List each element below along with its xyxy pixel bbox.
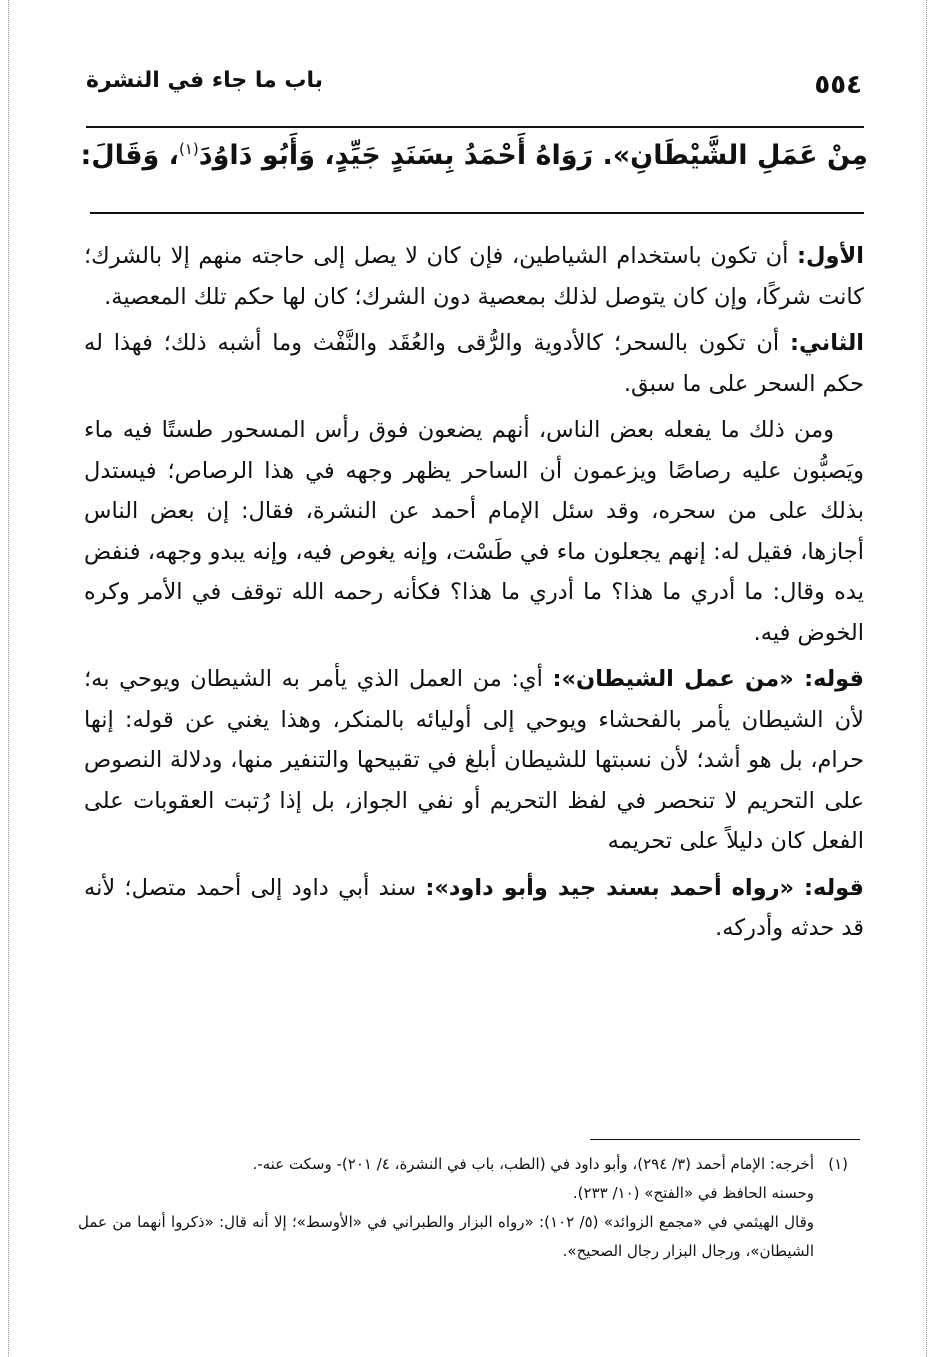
footnote-line: [78, 1150, 848, 1179]
hadith-tail: ، وَقَالَ:: [80, 140, 179, 171]
paragraph-text: أن تكون بالسحر؛ كالأدوية والرُّقى والعُقَد والنَّفْث وما أشبه ذلك؛ فهذا له حكم السحر على ما سبق.: [84, 330, 864, 397]
hadith-text: [80, 140, 868, 196]
paragraph-text: أن تكون باستخدام الشياطين، فإن كان لا يصل إلى حاجته منهم إلا بالشرك؛ كانت شركًا، وإن كان يتوصل لذلك بمعصية دون الشرك؛ كان لها حكم تلك المعصية.: [84, 243, 864, 310]
footnote-line: [78, 1208, 848, 1266]
footnote-divider: [590, 1139, 860, 1140]
paragraph-first: [84, 236, 864, 317]
footnote-reference[interactable]: (١): [178, 140, 199, 158]
chapter-title: باب ما جاء في النشرة: [86, 68, 324, 93]
paragraph-lead: الثاني:: [789, 330, 864, 356]
header-divider: [86, 126, 864, 128]
commentary-body: [84, 236, 864, 949]
paragraph-nushra-practice: [84, 410, 864, 653]
hadith-body: مِنْ عَمَلِ الشَّيْطَانِ». رَوَاهُ أَحْمَدُ بِسَنَدٍ جَيِّدٍ، وَأَبُو دَاوُدَ: [198, 140, 868, 171]
footnote-text: أخرجه: الإمام أحمد (٣/ ٢٩٤)، وأبو داود في (الطب، باب في النشرة، ٤/ ٢٠١)- وسكت عنه-.: [252, 1155, 814, 1173]
paragraph-lead: الأول:: [797, 243, 865, 269]
footnote-text: وقال الهيثمي في «مجمع الزوائد» (٥/ ١٠٢): «رواه البزار والطبراني في «الأوسط»؛ إلا أنه قال: «ذكروا أنهما من عمل الشيطان»، ورجال البزار رجال الصحيح».: [78, 1213, 815, 1260]
paragraph-text: أي: من العمل الذي يأمر به الشيطان ويوحي به؛ لأن الشيطان يأمر بالفحشاء ويوحي إلى أوليائه بالمنكر، وهذا يغني عن قوله: إنها حرام، بل هو أشد؛ لأن نسبتها للشيطان أبلغ في تقبيحها والتنفير منها، ودلالة النصوص على التحريم لا تنحصر في لفظ التحريم أو نفي الجواز، بل إذا رُتبت العقوبات على الفعل كان دليلاً على تحريمه: [84, 666, 864, 854]
paragraph-lead: قوله: «من عمل الشيطان»:: [552, 666, 864, 692]
page-header: [86, 66, 862, 110]
footnote-line: [78, 1179, 848, 1208]
footnote-number: (١): [828, 1155, 848, 1173]
paragraph-lead: قوله: «رواه أحمد بسند جيد وأبو داود»:: [425, 874, 864, 901]
paragraph-second: [84, 323, 864, 404]
paragraph-qawluhu-shaytan: [84, 659, 864, 862]
hadith-divider: [90, 212, 864, 214]
paragraph-text: سند أبي داود إلى أحمد متصل؛ لأنه قد حدثه وأدركه.: [84, 874, 864, 941]
footnotes: [78, 1150, 848, 1266]
scan-edge-left: [8, 0, 9, 1357]
paragraph-text: ومن ذلك ما يفعله بعض الناس، أنهم يضعون فوق رأس المسحور طستًا فيه ماء ويَصبُّون عليه رصاصًا ويزعمون أن الساحر يظهر وجهه في هذا الرصاص؛ فيستدل بذلك على من سحره، وقد سئل الإمام أحمد عن النشرة، فقال: إن بعض الناس أجازها، فقيل له: إنهم يجعلون ماء في طَسْت، وإنه يغوص فيه، وإنه يبدو وجهه، فنفض يده وقال: ما أدري ما هذا؟ ما أدري ما هذا؟ فكأنه رحمه الله توقف في الأمر وكره الخوض فيه.: [84, 417, 864, 646]
paragraph-qawluhu-sanad: [84, 868, 864, 949]
footnote-text: وحسنه الحافظ في «الفتح» (١٠/ ٢٣٣).: [572, 1184, 814, 1202]
page-number: ٥٥٤: [814, 70, 862, 100]
scan-edge-right: [926, 0, 927, 1357]
